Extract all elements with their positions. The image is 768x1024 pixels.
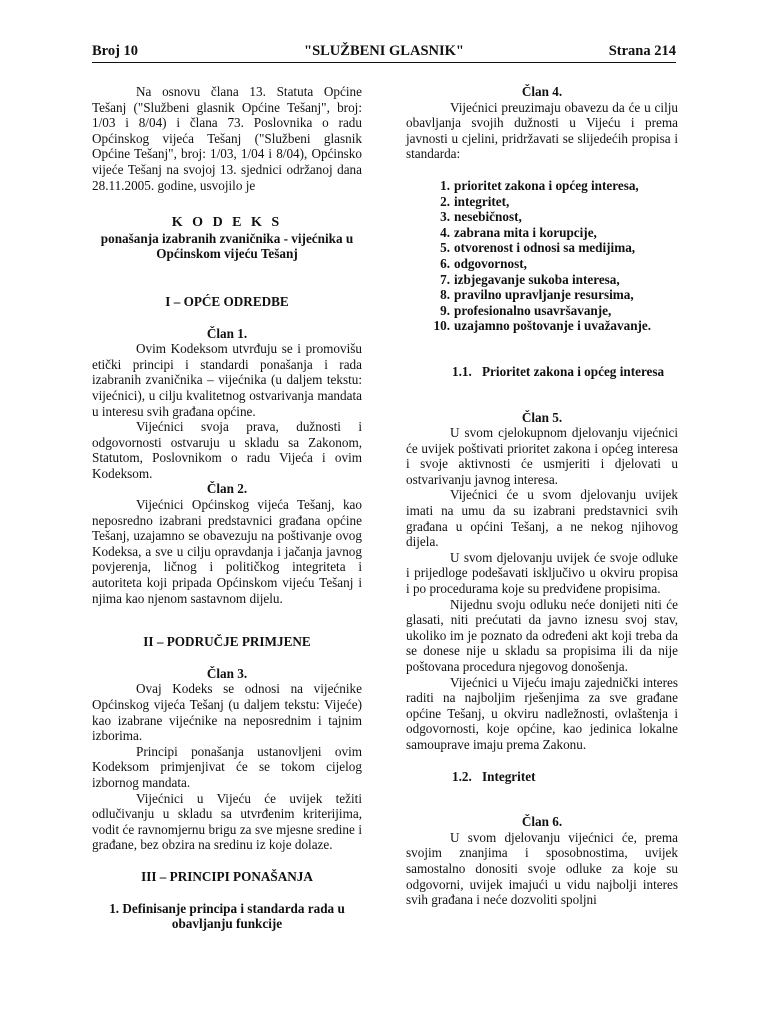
principle-number: 6. [440, 255, 450, 271]
article-heading-1: Član 1. [206, 325, 248, 341]
principle-text: prioritet zakona i općeg interesa, [454, 177, 639, 193]
article-5-paragraph-3: U svom djelovanju uvijek će svoje odluke i prijedloge podešavati isključivo u okviru propisa i po procedurama koje su predviđene propisima. [406, 549, 678, 597]
article-4-paragraph-1: Vijećnici preuzimaju obavezu da će u cilju obavljanja svojih dužnosti u Vijeću i prema javnosti u cjelini, pridržavati se slijedećih propisa i standarda: [406, 99, 678, 162]
principle-text: integritet, [454, 193, 510, 209]
subsection-title: Prioritet zakona i općeg interesa [482, 363, 665, 379]
intro-paragraph: Na osnovu člana 13. Statuta Općine Tešanj ("Službeni glasnik Općine Tešanj", broj: 1/03 i 8/04) i člana 73. Poslovnika o radu Općinskog vijeća Tešanj ("Službeni glasnik Općine Tešanj", broj: 1/03, 1/04 i 8/04), Općinsko vijeće Tešanj na svojoj 13. sjednici održanoj dana 28.11.2005. godine, usvojilo je [92, 84, 362, 193]
article-5-paragraph-2: Vijećnici će u svom djelovanju uvijek imati na umu da su izabrani predstavnici svih građana u općini Tešanj, a ne nekog njihovog dijela. [406, 487, 678, 550]
article-1-paragraph-1: Ovim Kodeksom utvrđuju se i promovišu etički principi i standardi ponašanja i rada izabranih zvaničnika – vijećnika (u daljem tekstu: vijećnici), u cilju kvalitetnog ostvarivanja mandata u interesu svih građana općine. [92, 341, 362, 419]
principle-text: odgovornost, [454, 255, 527, 271]
subsection-number: 1.1. [452, 363, 472, 379]
subsection-number: 1.2. [452, 768, 472, 784]
article-heading-6: Član 6. [521, 814, 563, 830]
left-column [92, 84, 362, 932]
page-number: Strana 214 [608, 43, 676, 59]
principle-item [406, 303, 678, 319]
right-column [406, 84, 678, 908]
article-3-paragraph-3: Vijećnici u Vijeću će uvijek težiti odlučivanju u skladu sa utvrđenim kriterijima, vodit će ravnomjernu brigu za sve mjesne sredine i građane, bez obzira na sredinu iz koje dolaze. [92, 790, 362, 853]
article-heading-5: Član 5. [521, 409, 563, 425]
principle-item [406, 272, 678, 288]
principle-text: zabrana mita i korupcije, [454, 224, 597, 240]
principle-text: izbjegavanje sukoba interesa, [454, 271, 620, 287]
article-5-paragraph-5: Vijećnici u Vijeću imaju zajednički interes raditi na najboljim rješenjima za sve građane općine Tešanj, u okviru nadležnosti, ovlaštenja i odgovornosti, koje općine, kao jedinica lokalne samouprave imaju prema Zakonu. [406, 674, 678, 752]
article-5-paragraph-1: U svom cjelokupnom djelovanju vijećnici će uvijek poštivati prioritet zakona i općeg interesa i svoje aktivnosti će usmjeriti i djelovati u ostvarivanju javnog interesa. [406, 425, 678, 487]
subsection-heading-1-1 [406, 364, 678, 380]
article-3-paragraph-2: Principi ponašanja ustanovljeni ovim Kodeksom primjenjivat će se tokom cijelog izbornog mandata. [92, 743, 362, 790]
section-heading-3: III – PRINCIPI PONAŠANJA [141, 868, 313, 884]
article-3-paragraph-1: Ovaj Kodeks se odnosi na vijećnike Općinskog vijeća Tešanj (u daljem tekstu: Vijeće) kao izabrane vijećnike na neposrednim i tajnim izborima. [92, 681, 362, 744]
publication-title: "SLUŽBENI GLASNIK" [304, 43, 464, 59]
principle-text: otvorenost i odnosi sa medijima, [454, 240, 636, 256]
article-1-paragraph-2: Vijećnici svoja prava, dužnosti i odgovornosti ostvaruju u skladu sa Zakonom, Statutom, Poslovnikom o radu Vijeća i ovim Kodeksom. [92, 419, 362, 481]
principle-text: nesebičnost, [454, 209, 522, 225]
principle-item [406, 256, 678, 272]
principle-item [406, 209, 678, 225]
subsection-heading-1 [92, 901, 362, 932]
document-subtitle: ponašanja izabranih zvaničnika - vijećnika u Općinskom vijeću Tešanj [100, 230, 354, 262]
subsection-number: 1. [109, 900, 120, 916]
principle-item [406, 194, 678, 210]
article-heading-2: Član 2. [206, 481, 248, 497]
principle-number: 1. [440, 177, 450, 193]
principle-number: 3. [440, 209, 450, 225]
principle-number: 2. [440, 193, 450, 209]
article-heading-3: Član 3. [206, 665, 248, 681]
principle-number: 5. [440, 240, 450, 256]
subsection-heading-1-2 [406, 769, 678, 785]
document-title: K O D E K S [171, 215, 283, 231]
principle-text: pravilno upravljanje resursima, [454, 287, 634, 303]
article-6-paragraph-1: U svom djelovanju vijećnici će, prema svojim znanjima i sposobnostima, uvijek samostalno donositi svoje odluke za koje su odgovorni, uvijek imajući u vidu najbolji interes svih građana i neće dozvoliti spoljni [406, 829, 678, 908]
page-header [92, 44, 676, 63]
principles-list [406, 178, 678, 334]
issue-number: Broj 10 [92, 43, 139, 59]
principle-item [406, 225, 678, 241]
principle-number: 10. [433, 318, 450, 334]
article-5-paragraph-4: Nijednu svoju odluku neće donijeti niti će glasati, niti prećutati da javno iznesu svoj stav, ukoliko im je poznato da određeni akt koji treba da se donese nije u skladu sa propisima ili da nije poštovana procedura njegovog donošenja. [406, 596, 678, 674]
principle-item [406, 240, 678, 256]
principle-item [406, 318, 678, 334]
subsection-title: Integritet [482, 768, 536, 784]
principle-number: 7. [440, 271, 450, 287]
principle-text: uzajamno poštovanje i uvažavanje. [454, 318, 652, 334]
principle-number: 8. [440, 287, 450, 303]
principle-text: profesionalno usavršavanje, [454, 302, 612, 318]
article-heading-4: Član 4. [521, 84, 563, 99]
principle-number: 4. [440, 224, 450, 240]
principle-number: 9. [440, 302, 450, 318]
principle-item [406, 178, 678, 194]
article-2-paragraph-1: Vijećnici Općinskog vijeća Tešanj, kao neposredno izabrani predstavnici građana općine Tešanj, uzajamno se obavezuju na poštivanje ovog Kodeksa, a sve u cilju opravdanja i jačanja javnog povjerenja, ličnog i političkog integriteta i autoriteta koji pripada Općinskom vijeću Tešanj i njima kao njenom sastavnom dijelu. [92, 497, 362, 606]
subsection-title: Definisanje principa i standarda rada u obavljanju funkcije [122, 900, 345, 932]
section-heading-2: II – PODRUČJE PRIMJENE [143, 634, 311, 650]
section-heading-1: I – OPĆE ODREDBE [165, 293, 289, 309]
principle-item [406, 287, 678, 303]
